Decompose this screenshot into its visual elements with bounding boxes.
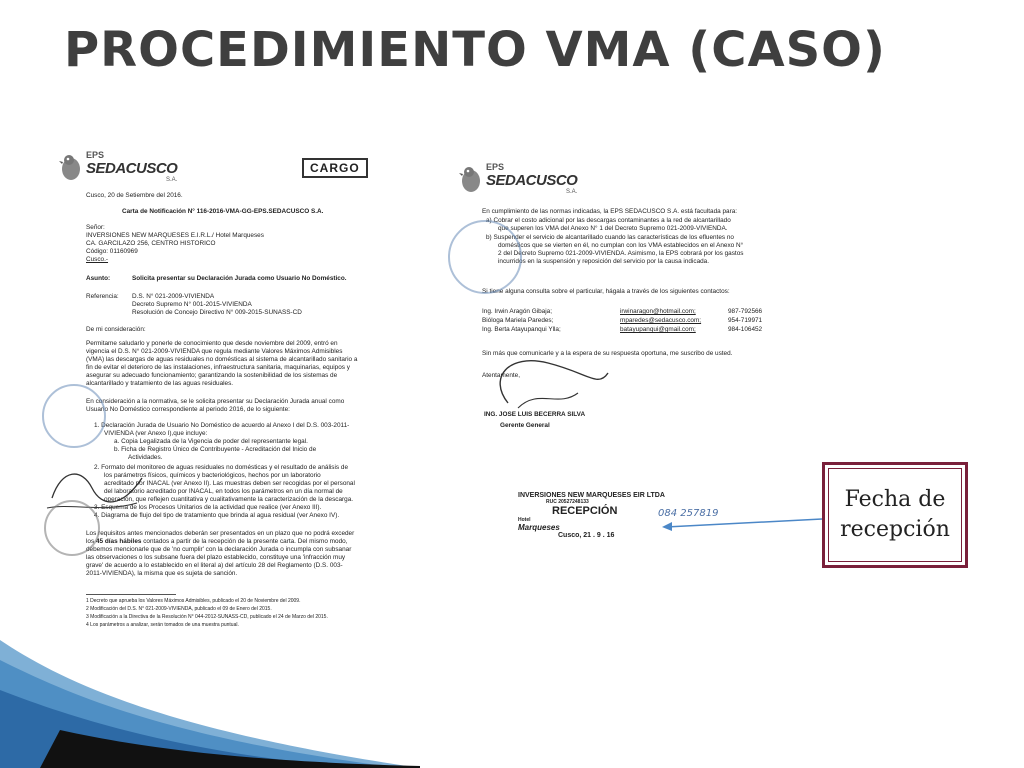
text-run: los <box>86 538 96 545</box>
paragraph-line: vigencia el D.S. N° 021-2009-VIVIENDA que regula mediante Valores Máximos Admisibles <box>86 348 343 355</box>
reception-marqueses: Marqueses <box>518 523 560 532</box>
round-seal-stamp <box>44 500 100 556</box>
paragraph-line: fin de evitar el deterioro de las instalaciones, infraestructura sanitaria, maquinarias, equipos y <box>86 364 350 371</box>
list-item: Actividades. <box>128 454 163 461</box>
contact-name: Bióloga Mariela Paredes; <box>482 317 554 324</box>
list-item: b) Suspender el servicio de alcantarillado cuando las características de los efluentes no <box>486 234 734 241</box>
list-item: 2. Formato del monitoreo de aguas residuales no domésticas y el resultado de análisis de <box>94 464 348 471</box>
closing-text: Sin más que comunicarle y a la espera de su respuesta oportuna, me suscribo de usted. <box>482 350 733 357</box>
callout-line-2: recepción <box>840 517 950 542</box>
text-run: contados a partir de la recepción de la presente carta. Del mismo modo, <box>141 538 348 545</box>
paragraph-line: las observaciones o los subsane fuera del plazo establecido, constituye una 'infracción muy <box>86 554 346 561</box>
paragraph-line <box>86 538 347 546</box>
paragraph-line: alcantarillado y tratamiento de las aguas residuales. <box>86 380 234 387</box>
paragraph-line: (VMA) las descargas de aguas residuales no domésticas al sistema de alcantarillado sanitario a <box>86 356 358 363</box>
list-item: a. Copia Legalizada de la Vigencia de poder del representante legal. <box>114 438 308 445</box>
contact-phone: 954-719971 <box>728 317 763 324</box>
list-item: del laboratorio acreditado por INACAL, en todos los parámetros en un día normal de <box>104 488 343 495</box>
deadline-highlight: 45 días hábiles <box>95 538 142 545</box>
contact-email[interactable]: mparedes@sedacusco.com; <box>620 317 702 324</box>
list-item: 3. Esquema de los Procesos Unitarios de la actividad que realice (ver Anexo III). <box>94 504 322 511</box>
paragraph-line: 2011-VIVIENDA), la misma que es sujeta de sanción. <box>86 570 238 577</box>
footnote: 1 Decreto que aprueba los Valores Máximos Admisibles, publicado el 20 de Noviembre del 2009. <box>86 598 301 604</box>
addressee-address: CA. GARCILAZO 256, CENTRO HISTORICO <box>86 240 216 247</box>
slide-title: PROCEDIMIENTO VMA (CASO) <box>64 22 886 78</box>
reference-2: Decreto Supremo N° 001-2015-VIVIENDA <box>132 301 252 308</box>
contact-name: Ing. Irwin Aragón Gibaja; <box>482 308 552 315</box>
reception-company: INVERSIONES NEW MARQUESES EIR LTDA <box>518 492 665 499</box>
list-item: a) Cobrar el costo adicional por las descargas contaminantes a la red de alcantarillado <box>486 217 731 224</box>
addressee-label: Señor: <box>86 224 105 231</box>
callout-arrow-icon <box>660 510 824 532</box>
footnote-divider <box>86 594 176 595</box>
consult-text: Si tiene alguna consulta sobre el particular, hágala a través de los siguientes contactos: <box>482 288 730 295</box>
subject-label: Asunto: <box>86 275 111 282</box>
letter-date: Cusco, 20 de Setiembre del 2016. <box>86 192 183 199</box>
reception-date-callout <box>822 462 968 568</box>
letter-page-1 <box>38 128 438 728</box>
logo-name: SEDACUSCO <box>486 172 578 189</box>
list-item: acreditado por INACAL (ver Anexo II). Las muestras deben ser recogidas por el personal <box>104 480 355 487</box>
company-seal-stamp <box>448 220 522 294</box>
list-item: incurridos en la suspensión y reposición del servicio por la causa indicada. <box>498 258 710 265</box>
seal-stamp <box>42 384 106 448</box>
contact-phone: 984-106452 <box>728 326 763 333</box>
list-item: que superen los VMA del Anexo N° 1 del Decreto Supremo 021-2009-VIVIENDA. <box>498 225 728 232</box>
paragraph-line: En consideración a la normativa, se le solicita presentar su Declaración Jurada anual como <box>86 398 345 405</box>
logo-eps: EPS <box>486 162 505 172</box>
paragraph-line: Permitame saludarlo y ponerle de conocimiento que desde noviembre del 2009, entró en <box>86 340 338 347</box>
reference-1: D.S. N° 021-2009-VIVIENDA <box>132 293 215 300</box>
general-manager-signature <box>488 348 618 418</box>
reception-hotel: Hotel <box>518 517 531 523</box>
reception-stamp <box>518 492 665 539</box>
decorative-swoosh <box>0 640 420 768</box>
list-item: 1. Declaración Jurada de Usuario No Doméstico de acuerdo al Anexo I del D.S. 003-2011- <box>94 422 350 429</box>
greeting: De mi consideración: <box>86 326 146 333</box>
logo-eps: EPS <box>86 150 105 160</box>
reception-ruc: RUC 20527248133 <box>546 499 589 505</box>
signer-name: ING. JOSE LUIS BECERRA SILVA <box>484 411 586 418</box>
contact-phone: 987-792566 <box>728 308 763 315</box>
handwritten-phone: 084 257819 <box>658 508 719 519</box>
reception-date: Cusco, 21 . 9 . 16 <box>558 532 615 539</box>
logo-sa: S.A. <box>566 189 578 195</box>
list-item: domésticos que se vierten en él, no cumplan con los VMA establecidos en el Anexo N° <box>498 242 744 249</box>
reception-label: RECEPCIÓN <box>552 505 618 517</box>
footnote: 4 Los parámetros a analizar, serán tomados de una muestra puntual. <box>86 622 239 628</box>
reference-3: Resolución de Concejo Directivo N° 009-2015-SUNASS-CD <box>132 309 302 316</box>
list-item: b. Ficha de Registro Único de Contribuyente - Acreditación del Inicio de <box>114 446 317 453</box>
paragraph-line: grave' de acuerdo a lo establecido en el literal a) del artículo 28 del Reglamento (D.S. 003- <box>86 562 343 569</box>
list-item: VIVIENDA (ver Anexo I),que incluye: <box>104 430 208 437</box>
list-item: los parámetros físicos, químicos y bacteriológicos, hechos por un laboratorio <box>104 472 321 479</box>
paragraph-line: asegurar su adecuado funcionamiento; garantizando la sostenibilidad de los sistemas de <box>86 372 338 379</box>
paragraph-line: Usuario No Doméstico correspondiente al periodo 2016, de lo siguiente: <box>86 406 290 413</box>
contact-email[interactable]: batayupanqui@gmail.com; <box>620 326 696 333</box>
subject-text: Solicita presentar su Declaración Jurada como Usuario No Doméstico. <box>132 275 347 282</box>
footnote: 2 Modificación del D.S. N° 021-2009-VIVIENDA, publicado el 09 de Enero del 2015. <box>86 606 272 612</box>
list-item: operación, que reflejen cuantitativa y cualitativamente la caracterización de la descarga. <box>104 496 354 503</box>
contact-name: Ing. Berta Atayupanqui Ylla; <box>482 326 561 333</box>
callout-line-1: Fecha de <box>844 487 946 512</box>
bird-logo-icon <box>58 152 84 182</box>
paragraph-line: debemos mencionarle que de 'no cumplir' con la declaración Jurada o incumpla con subsanar <box>86 546 352 553</box>
valediction: Atentamente, <box>482 372 521 379</box>
contact-email[interactable]: irwinaragon@hotmail.com; <box>620 308 696 315</box>
intro-text: En cumplimiento de las normas indicadas, la EPS SEDACUSCO S.A. está facultada para: <box>482 208 738 215</box>
reference-label: Referencia: <box>86 293 119 300</box>
callout-text <box>828 468 962 562</box>
letter-number: Carta de Notificación N° 116-2016-VMA-GG-EPS.SEDACUSCO S.A. <box>122 208 324 215</box>
cargo-stamp: CARGO <box>302 158 368 178</box>
addressee-city: Cusco.- <box>86 256 109 263</box>
list-item: 4. Diagrama de flujo del tipo de tratamiento que brinda al agua residual (ver Anexo IV). <box>94 512 340 519</box>
addressee-name: INVERSIONES NEW MARQUESES E.I.R.L./ Hotel Marqueses <box>86 232 264 239</box>
paragraph-line: Los requisitos antes mencionados deberán ser presentados en un plazo que no podrá exceder <box>86 530 355 537</box>
addressee-code: Código: 01160969 <box>86 248 138 255</box>
list-item: 2 del Decreto Supremo 021-2009-VIVIENDA. Asimismo, la EPS cobrará por los gastos <box>498 250 744 257</box>
logo-sa: S.A. <box>166 177 178 183</box>
bird-logo-icon <box>458 164 484 194</box>
footnote: 3 Modificación a la Directiva de la Resolución N° 044-2012-SUNASS-CD, publicado el 24 de Marzo del 2015. <box>86 614 328 620</box>
logo-name: SEDACUSCO <box>86 160 178 177</box>
signer-title: Gerente General <box>500 422 550 429</box>
